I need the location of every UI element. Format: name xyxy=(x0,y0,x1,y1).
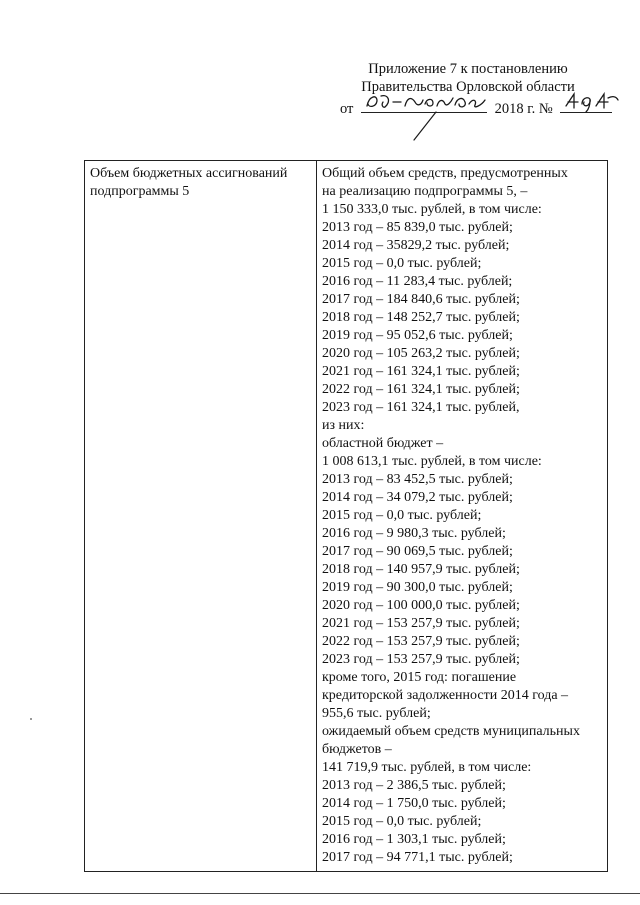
content-line: на реализацию подпрограммы 5, – xyxy=(322,184,528,199)
content-line: Общий объем средств, предусмотренных xyxy=(322,166,568,181)
content-line: кредиторской задолженности 2014 года – xyxy=(322,688,569,703)
order-prefix: от xyxy=(340,101,354,117)
content-line: бюджетов – xyxy=(322,742,392,757)
content-line: 2013 год – 83 452,5 тыс. рублей; xyxy=(322,472,513,487)
signature-stroke-mark xyxy=(410,110,440,144)
content-line: 2014 год – 34 079,2 тыс. рублей; xyxy=(322,490,513,505)
content-line: 141 719,9 тыс. рублей, в том числе: xyxy=(322,760,532,775)
handwritten-number-signature xyxy=(562,90,622,114)
content-line: 2013 год – 85 839,0 тыс. рублей; xyxy=(322,220,513,235)
content-line: 2021 год – 161 324,1 тыс. рублей; xyxy=(322,364,520,379)
content-line: 2015 год – 0,0 тыс. рублей; xyxy=(322,508,482,523)
content-line: 2017 год – 184 840,6 тыс. рублей; xyxy=(322,292,520,307)
content-line: 2022 год – 161 324,1 тыс. рублей; xyxy=(322,382,520,397)
table-row xyxy=(85,161,608,872)
content-line: 2023 год – 161 324,1 тыс. рублей, xyxy=(322,400,520,415)
content-line: 2014 год – 1 750,0 тыс. рублей; xyxy=(322,796,506,811)
order-line xyxy=(340,96,612,118)
content-line: 2016 год – 9 980,3 тыс. рублей; xyxy=(322,526,506,541)
content-line: 2023 год – 153 257,9 тыс. рублей; xyxy=(322,652,520,667)
content-line: 2018 год – 140 957,9 тыс. рублей; xyxy=(322,562,520,577)
content-line: 1 008 613,1 тыс. рублей, в том числе: xyxy=(322,454,542,469)
budget-label-cell: Объем бюджетных ассигнований подпрограммы 5 xyxy=(85,161,317,872)
content-line: 2015 год – 0,0 тыс. рублей; xyxy=(322,814,482,829)
content-line: 2020 год – 100 000,0 тыс. рублей; xyxy=(322,598,520,613)
content-line: 2016 год – 11 283,4 тыс. рублей; xyxy=(322,274,513,289)
content-line: 2020 год – 105 263,2 тыс. рублей; xyxy=(322,346,520,361)
order-number-field xyxy=(560,96,612,113)
content-line: 2018 год – 148 252,7 тыс. рублей; xyxy=(322,310,520,325)
content-line: 2017 год – 94 771,1 тыс. рублей; xyxy=(322,850,513,865)
content-line: 2021 год – 153 257,9 тыс. рублей; xyxy=(322,616,520,631)
content-line: 2019 год – 95 052,6 тыс. рублей; xyxy=(322,328,513,343)
content-line: областной бюджет – xyxy=(322,436,444,451)
budget-content-cell xyxy=(317,161,608,872)
content-line: 2015 год – 0,0 тыс. рублей; xyxy=(322,256,482,271)
content-line: из них: xyxy=(322,418,365,433)
content-line: 2014 год – 35829,2 тыс. рублей; xyxy=(322,238,510,253)
content-line: 2017 год – 90 069,5 тыс. рублей; xyxy=(322,544,513,559)
content-line: 2016 год – 1 303,1 тыс. рублей; xyxy=(322,832,506,847)
scan-speck xyxy=(30,718,32,720)
content-line: 1 150 333,0 тыс. рублей, в том числе: xyxy=(322,202,542,217)
content-line: 2022 год – 153 257,9 тыс. рублей; xyxy=(322,634,520,649)
content-line: кроме того, 2015 год: погашение xyxy=(322,670,517,685)
appendix-line: Приложение 7 к постановлению xyxy=(368,61,568,77)
content-line: 955,6 тыс. рублей; xyxy=(322,706,431,721)
content-line: ожидаемый объем средств муниципальных xyxy=(322,724,580,739)
content-line: 2013 год – 2 386,5 тыс. рублей; xyxy=(322,778,506,793)
government-line: Правительства Орловской области xyxy=(361,79,575,95)
budget-table xyxy=(84,160,608,872)
order-year: 2018 г. № xyxy=(494,101,553,117)
content-line: 2019 год – 90 300,0 тыс. рублей; xyxy=(322,580,513,595)
scan-edge-line xyxy=(0,893,640,894)
